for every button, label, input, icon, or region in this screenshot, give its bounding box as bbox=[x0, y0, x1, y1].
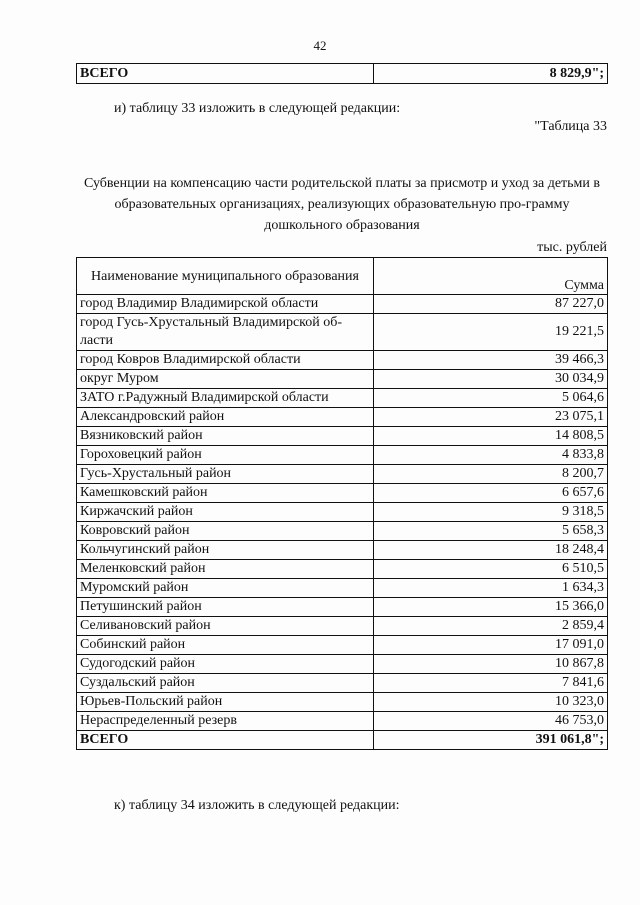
table-row bbox=[77, 579, 608, 598]
row-name: Кольчугинский район bbox=[77, 541, 374, 560]
row-sum: 14 808,5 bbox=[374, 427, 608, 446]
total-value: 391 061,8"; bbox=[374, 731, 608, 750]
paragraph-k: к) таблицу 34 изложить в следующей редакции: bbox=[114, 798, 400, 813]
row-sum: 5 658,3 bbox=[374, 522, 608, 541]
total-row bbox=[77, 731, 608, 750]
row-sum: 4 833,8 bbox=[374, 446, 608, 465]
unit-label: тыс. рублей bbox=[537, 240, 607, 255]
table-row bbox=[77, 408, 608, 427]
row-sum: 23 075,1 bbox=[374, 408, 608, 427]
table-header-row bbox=[77, 258, 608, 295]
row-sum: 5 064,6 bbox=[374, 389, 608, 408]
total-row bbox=[77, 64, 608, 84]
table-row bbox=[77, 351, 608, 370]
row-sum: 46 753,0 bbox=[374, 712, 608, 731]
row-name: город Ковров Владимирской области bbox=[77, 351, 374, 370]
table-row bbox=[77, 674, 608, 693]
total-value: 8 829,9"; bbox=[374, 64, 608, 84]
row-sum: 17 091,0 bbox=[374, 636, 608, 655]
row-name: Селивановский район bbox=[77, 617, 374, 636]
table-reference: "Таблица 33 bbox=[534, 119, 607, 134]
table-row bbox=[77, 693, 608, 712]
table-row bbox=[77, 427, 608, 446]
row-name: город Гусь-Хрустальный Владимирской об-ласти bbox=[77, 314, 374, 351]
row-name: округ Муром bbox=[77, 370, 374, 389]
row-sum: 7 841,6 bbox=[374, 674, 608, 693]
header-name: Наименование муниципального образования bbox=[77, 258, 374, 295]
table-row bbox=[77, 465, 608, 484]
table-row bbox=[77, 314, 608, 351]
subsidies-table bbox=[76, 257, 608, 750]
row-sum: 1 634,3 bbox=[374, 579, 608, 598]
table-row bbox=[77, 617, 608, 636]
row-name: Судогодский район bbox=[77, 655, 374, 674]
table-row bbox=[77, 636, 608, 655]
row-name: Ковровский район bbox=[77, 522, 374, 541]
row-sum: 2 859,4 bbox=[374, 617, 608, 636]
table-row bbox=[77, 484, 608, 503]
table-row bbox=[77, 598, 608, 617]
row-sum: 15 366,0 bbox=[374, 598, 608, 617]
previous-table-total bbox=[76, 63, 608, 84]
table-row bbox=[77, 522, 608, 541]
row-name: Муромский район bbox=[77, 579, 374, 598]
row-name: Гороховецкий район bbox=[77, 446, 374, 465]
row-name: Петушинский район bbox=[77, 598, 374, 617]
row-sum: 39 466,3 bbox=[374, 351, 608, 370]
row-name: Юрьев-Польский район bbox=[77, 693, 374, 712]
row-name: Меленковский район bbox=[77, 560, 374, 579]
row-sum: 8 200,7 bbox=[374, 465, 608, 484]
table-row bbox=[77, 712, 608, 731]
row-sum: 30 034,9 bbox=[374, 370, 608, 389]
row-sum: 10 867,8 bbox=[374, 655, 608, 674]
row-name: Камешковский район bbox=[77, 484, 374, 503]
row-sum: 6 510,5 bbox=[374, 560, 608, 579]
table-row bbox=[77, 389, 608, 408]
row-name: Нераспределенный резерв bbox=[77, 712, 374, 731]
table-row bbox=[77, 370, 608, 389]
row-sum: 6 657,6 bbox=[374, 484, 608, 503]
row-name: Гусь-Хрустальный район bbox=[77, 465, 374, 484]
total-label: ВСЕГО bbox=[77, 731, 374, 750]
header-sum: Сумма bbox=[374, 258, 608, 295]
row-name: ЗАТО г.Радужный Владимирской области bbox=[77, 389, 374, 408]
row-name: город Владимир Владимирской области bbox=[77, 295, 374, 314]
row-name: Вязниковский район bbox=[77, 427, 374, 446]
total-label: ВСЕГО bbox=[77, 64, 374, 84]
row-name: Александровский район bbox=[77, 408, 374, 427]
table-title: Субвенции на компенсацию части родительской платы за присмотр и уход за детьми в образовательных организациях, реализующих образовательную про-грамму дошкольного образования bbox=[83, 176, 601, 233]
row-sum: 9 318,5 bbox=[374, 503, 608, 522]
table-row bbox=[77, 446, 608, 465]
row-sum: 19 221,5 bbox=[374, 314, 608, 351]
row-name: Собинский район bbox=[77, 636, 374, 655]
row-name: Киржачский район bbox=[77, 503, 374, 522]
paragraph-i: и) таблицу 33 изложить в следующей редакции: bbox=[114, 101, 401, 116]
table-row bbox=[77, 541, 608, 560]
row-sum: 10 323,0 bbox=[374, 693, 608, 712]
table-row bbox=[77, 560, 608, 579]
page-number: 42 bbox=[313, 38, 327, 53]
row-sum: 87 227,0 bbox=[374, 295, 608, 314]
table-row bbox=[77, 655, 608, 674]
row-sum: 18 248,4 bbox=[374, 541, 608, 560]
row-name: Суздальский район bbox=[77, 674, 374, 693]
table-row bbox=[77, 295, 608, 314]
table-row bbox=[77, 503, 608, 522]
